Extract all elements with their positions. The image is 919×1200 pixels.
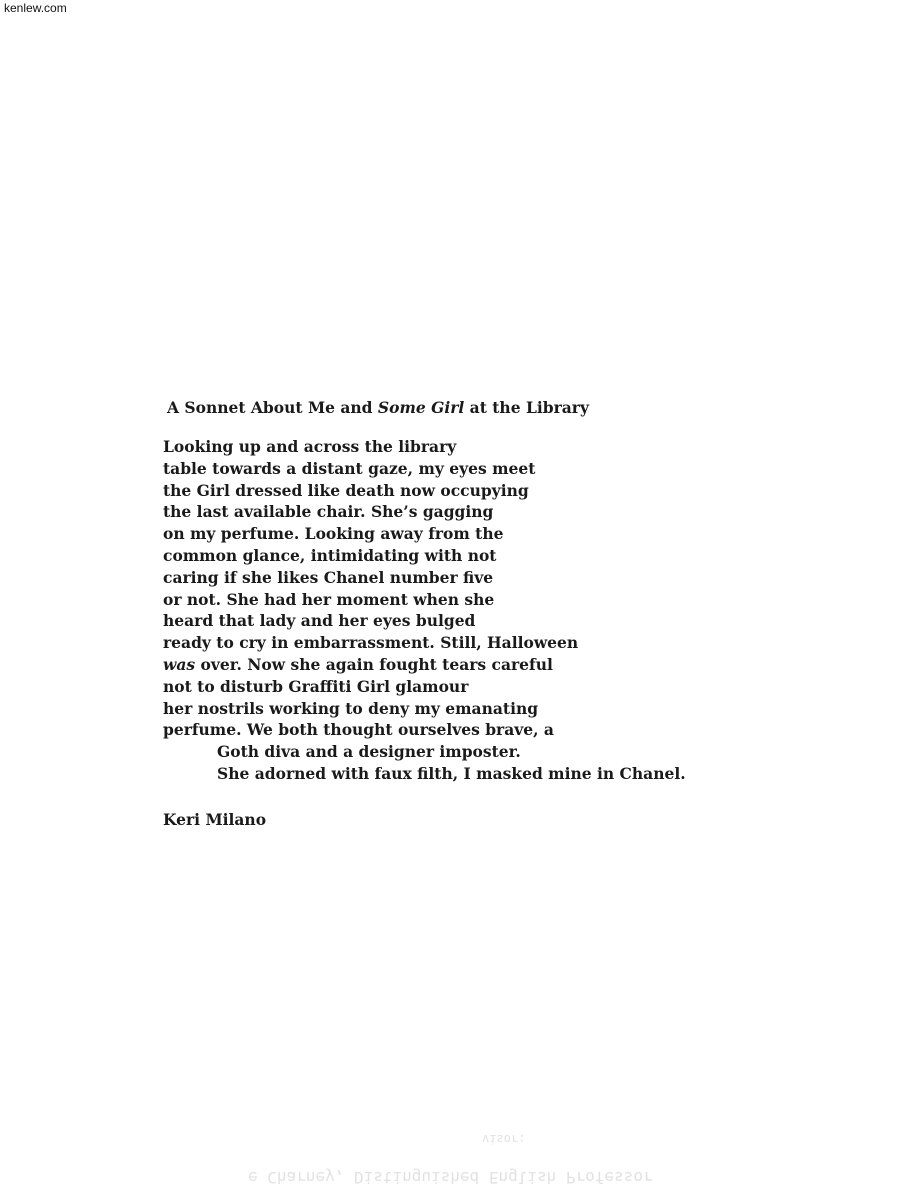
poem-title-italic: Some Girl [377, 398, 465, 417]
poem-line: caring if she likes Chanel number five [163, 567, 494, 587]
poem-title-start: A Sonnet About Me and [167, 398, 378, 417]
poem-line-italic-word: was [163, 654, 196, 674]
poem-line: the last available chair. She’s gagging [163, 502, 494, 522]
poem-line: or not. She had her moment when she [163, 589, 495, 609]
poem-lines [163, 436, 783, 785]
poem-line: table towards a distant gaze, my eyes meet [163, 458, 536, 478]
poem-line: not to disturb Graffiti Girl glamour [163, 676, 469, 696]
poem-line: ready to cry in embarrassment. Still, Halloween [163, 633, 579, 653]
poem-couplet-line: Goth diva and a designer imposter. [217, 742, 521, 762]
bleed-through-text: visor: [482, 1132, 526, 1146]
poem-line-rest: over. Now she again fought tears careful [195, 654, 553, 674]
poem-line: on my perfume. Looking away from the [163, 524, 504, 544]
poem-title [163, 396, 783, 420]
poem-line: Looking up and across the library [163, 437, 457, 456]
poem-line [163, 654, 783, 676]
poem-title-end: at the Library [464, 398, 589, 417]
poem-line: her nostrils working to deny my emanating [163, 698, 539, 718]
poem-author: Keri Milano [163, 809, 267, 829]
poem-line: heard that lady and her eyes bulged [163, 611, 476, 631]
poem [163, 396, 783, 831]
site-watermark: kenlew.com [4, 1, 67, 15]
bleed-through-text: e Charney, Distinguished English Professor [248, 1168, 653, 1187]
poem-line: perfume. We both thought ourselves brave, a [163, 720, 554, 740]
poem-couplet-line: She adorned with faux filth, I masked mine in Chanel. [217, 763, 686, 783]
poem-line: common glance, intimidating with not [163, 545, 497, 565]
poem-line: the Girl dressed like death now occupying [163, 480, 529, 500]
